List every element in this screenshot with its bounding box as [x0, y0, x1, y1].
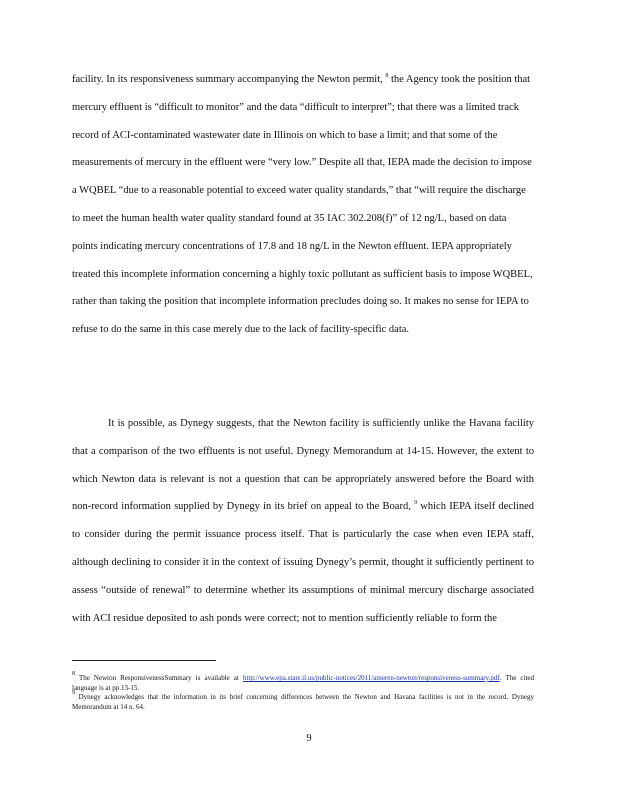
- footnote-reference-9[interactable]: 9: [414, 500, 418, 507]
- paragraph-2: [72, 410, 534, 632]
- paragraph-2-text-start: It is possible, as Dynegy suggests, that the Newton facility is sufficiently unlike the Havana facility that a comparison of the two effluents is not useful. Dynegy Memorandum at 14-15. However, the extent to which Newton data is relevant is not a question that can be appropriately answered before the Board with non-record information supplied by Dynegy in its brief on appeal to the Board,: [72, 418, 534, 513]
- footnote-8: [72, 671, 535, 693]
- footnote-8-number: 8: [72, 671, 75, 677]
- footnote-8-link[interactable]: http://www.epa.state.il.us/public-notices/2011/ameren-newton/responsiveness-summary.pdf: [242, 674, 500, 682]
- page-number: 9: [306, 733, 312, 744]
- footnotes: [72, 671, 535, 712]
- footnote-9-number: 9: [72, 690, 75, 697]
- footnote-8-citation: . The cited language is at pp.13-15.: [72, 674, 535, 692]
- footnote-divider: [72, 660, 216, 661]
- paragraph-1-text-end: the Agency took the position that mercury effluent is “difficult to monitor” and the data “difficult to interpret”; that there was a limited track record of ACI-contaminated wastewater date in Illinois on which to base a limit; and that some of the measurements of mercury in the effluent were “very low.” Despite all that, IEPA made the decision to impose a WQBEL “due to a reasonable potential to exceed water quality standards,” that “will require the discharge to meet the human health water quality standard found at 35 IAC 302.208(f)” of 12 ng/L, based on data points indicating mercury concentrations of 17.8 and 18 ng/L in the Newton effluent. IEPA appropriately treated this incomplete information concerning a highly toxic pollutant as sufficient basis to impose WQBEL, rather than taking the position that incomplete information precludes doing so. It makes no sense for IEPA to refuse to do the same in this case merely due to the lack of facility-specific data.: [72, 74, 533, 336]
- paragraph-1-text-start: facility. In its responsiveness summary accompanying the Newton permit,: [72, 74, 383, 85]
- paragraph-1: [72, 66, 534, 344]
- paragraph-2-text-end: which IEPA itself declined to consider during the permit issuance process itself. That is particularly the case when even IEPA staff, although declining to consider it in the context of issuing Dynegy’s permit, thought it sufficiently pertinent to assess “outside of renewal” to determine whether its assumptions of minimal mercury discharge associated with ACI residue deposited to ash ponds were correct; not to mention sufficiently reliable to form the: [72, 501, 535, 624]
- footnote-9: [72, 690, 535, 712]
- footnote-9-text: Dynegy acknowledges that the information in its brief concerning differences between the Newton and Havana facilities is not in the record. Dynegy Memorandum at 14 n. 64.: [72, 693, 535, 711]
- footnote-reference-8[interactable]: 8: [385, 73, 389, 79]
- footnote-8-text: The Newton ResponsivenessSummary is available at: [78, 674, 239, 682]
